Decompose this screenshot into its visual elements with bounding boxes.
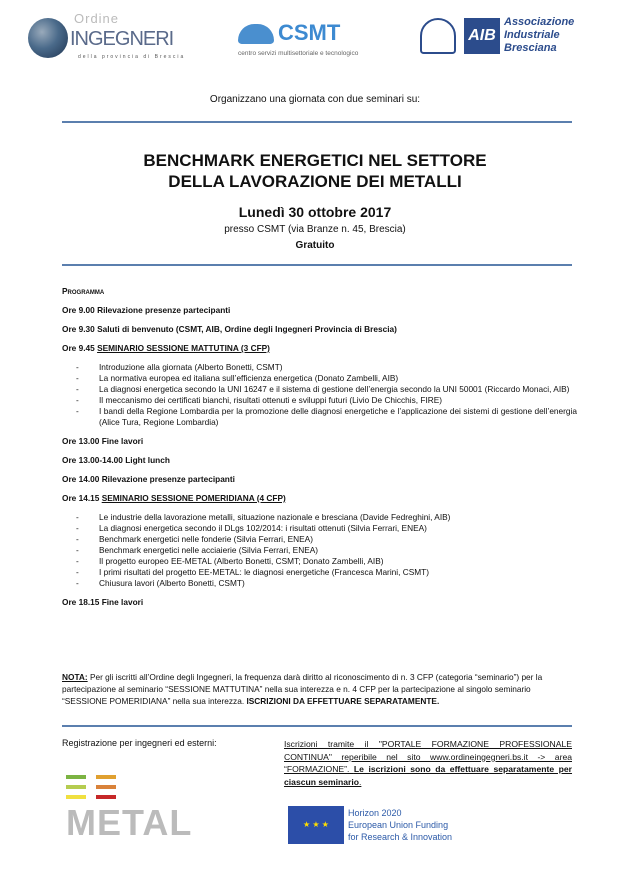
logo-text: Ordine <box>74 11 120 26</box>
eu-text: Horizon 2020 European Union Funding for Research & Innovation <box>348 808 453 842</box>
logo-bar <box>96 795 116 799</box>
list-item: - Benchmark energetici nelle fonderie (Silvia Ferrari, ENEA) <box>62 534 577 545</box>
logo-bar <box>66 795 86 799</box>
divider <box>62 725 572 727</box>
morning-list <box>62 362 577 428</box>
eagle-icon <box>420 18 456 54</box>
schedule-item: Ore 14.15 SEMINARIO SESSIONE POMERIDIANA (4 CFP) <box>62 493 286 503</box>
programma <box>62 286 577 616</box>
ordine-ingegneri-logo <box>28 12 203 68</box>
logo-bar <box>66 785 86 789</box>
programma-heading: Programma <box>62 286 105 296</box>
eu-horizon-logo <box>288 806 498 846</box>
page-title: BENCHMARK ENERGETICI NEL SETTORE DELLA LAVORAZIONE DEI METALLI <box>143 151 487 191</box>
registration-label: Registrazione per ingegneri ed esterni: <box>62 738 217 748</box>
event-date: Lunedì 30 ottobre 2017 <box>238 204 392 220</box>
logo-text: INGEGNERI <box>70 28 174 50</box>
ee-metal-logo <box>66 775 206 845</box>
logo-bar <box>96 785 116 789</box>
divider <box>62 264 572 266</box>
aib-logo <box>420 16 590 66</box>
list-item: - Il progetto europeo EE-METAL (Alberto Bonetti, CSMT; Donato Zambelli, AIB) <box>62 556 577 567</box>
logo-subtext: della provincia di Brescia <box>78 54 186 60</box>
schedule-item: Ore 13.00-14.00 Light lunch <box>62 455 170 465</box>
schedule-item: Ore 14.00 Rilevazione presenze partecipanti <box>62 474 235 484</box>
intro-text: Organizzano una giornata con due seminari su: <box>209 94 421 105</box>
list-item: - La diagnosi energetica secondo la UNI 16247 e il sistema di gestione dell’energia secondo la UNI 50001 (Riccardo Monaci, AIB) <box>62 384 577 395</box>
logo-bar <box>66 775 86 779</box>
schedule-item: Ore 9.00 Rilevazione presenze partecipanti <box>62 305 231 315</box>
event-price: Gratuito <box>295 240 335 251</box>
logo-bar <box>96 775 116 779</box>
logo-subtext: centro servizi multisettoriale e tecnologico <box>238 50 359 57</box>
list-item: - Introduzione alla giornata (Alberto Bonetti, CSMT) <box>62 362 577 373</box>
aib-mark: AIB <box>464 18 500 54</box>
logo-text: METAL <box>66 802 193 843</box>
schedule-item: Ore 9.45 SEMINARIO SESSIONE MATTUTINA (3 CFP) <box>62 343 270 353</box>
divider <box>62 121 572 123</box>
list-item: - La diagnosi energetica secondo il DLgs 102/2014: i risultati ottenuti (Silvia Ferrari, ENEA) <box>62 523 577 534</box>
list-item: - I primi risultati del progetto EE-METAL: le diagnosi energetiche (Francesca Marini, CSMT) <box>62 567 577 578</box>
list-item: - I bandi della Regione Lombardia per la promozione delle diagnosi energetiche e l’applicazione dei sistemi di gestione dell’energia (Alice Tura, Regione Lombardia) <box>62 406 577 428</box>
globe-icon <box>28 18 68 58</box>
list-item: - Chiusura lavori (Alberto Bonetti, CSMT) <box>62 578 577 589</box>
logo-text: CSMT <box>278 20 341 45</box>
schedule-item: Ore 18.15 Fine lavori <box>62 597 144 607</box>
schedule-item: Ore 13.00 Fine lavori <box>62 436 144 446</box>
nota: NOTA: Per gli iscritti all’Ordine degli Ingegneri, la frequenza darà diritto al riconoscimento di n. 3 CFP (categoria “seminario”) per la partecipazione al seminario “SESSIONE MATTUTINA” nella sua interezza e n. 4 CFP per la partecipazione al singolo seminario “SESSIONE POMERIDIANA” nella sua interezza. ISCRIZIONI DA EFFETTUARE SEPARATAMENTE. <box>62 672 543 706</box>
list-item: - Benchmark energetici nelle acciaierie (Silvia Ferrari, ENEA) <box>62 545 577 556</box>
csmt-icon <box>238 24 274 44</box>
aib-text: Associazione Industriale Bresciana <box>504 16 575 54</box>
csmt-logo <box>238 22 388 67</box>
registration-info[interactable]: Iscrizioni tramite il "PORTALE FORMAZIONE PROFESSIONALE CONTINUA" reperibile nel sito www.ordineingegneri.bs.it -> area “FORMAZIONE”. Le iscrizioni sono da effettuare separatamente per ciascun seminario. <box>284 739 573 787</box>
schedule-item: Ore 9.30 Saluti di benvenuto (CSMT, AIB, Ordine degli Ingegneri Provincia di Brescia) <box>62 324 397 334</box>
list-item: - Il meccanismo dei certificati bianchi, risultati ottenuti e sviluppi futuri (Livio De Chicchis, FIRE) <box>62 395 577 406</box>
list-item: - Le industrie della lavorazione metalli, situazione nazionale e bresciana (Davide Fedreghini, AIB) <box>62 512 577 523</box>
eu-flag-icon: ★ ★ ★ <box>288 806 344 844</box>
list-item: - La normativa europea ed italiana sull’efficienza energetica (Donato Zambelli, AIB) <box>62 373 577 384</box>
afternoon-list <box>62 512 577 589</box>
event-place: presso CSMT (via Branze n. 45, Brescia) <box>224 224 406 235</box>
